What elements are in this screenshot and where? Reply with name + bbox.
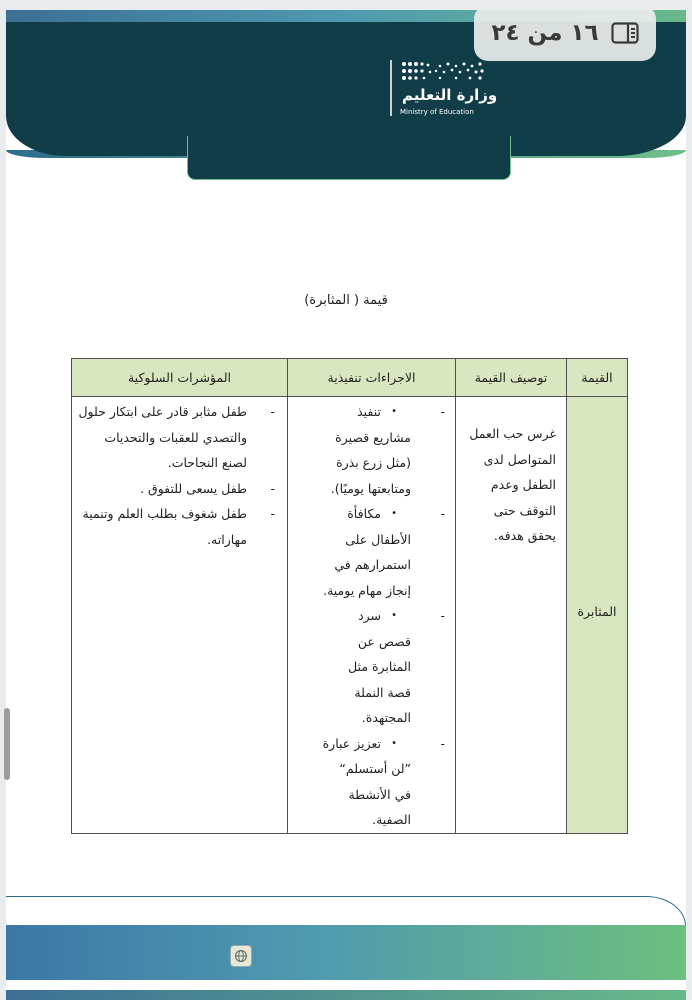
logo-divider (390, 60, 392, 116)
bullet-marker: • (391, 406, 397, 417)
cell-value: المثابرة (567, 397, 628, 834)
dash-marker: - (440, 735, 445, 751)
header-indicators: المؤشرات السلوكية (72, 359, 288, 397)
list-item (76, 399, 281, 476)
header-tab-box (187, 136, 511, 180)
procedure-item (292, 603, 451, 731)
bullet-marker: • (391, 508, 397, 519)
dash-marker: - (270, 506, 275, 521)
document-title: قيمة ( المثابرة) (304, 293, 388, 308)
dash-marker: - (440, 404, 445, 419)
procedure-text: تنفيذ مشاريع قصيرة (مثل زرع بذرة ومتابعتها يوميًا). (330, 404, 411, 496)
header-description: توصيف القيمة (456, 359, 567, 397)
procedure-item (292, 731, 451, 833)
cell-indicators (72, 397, 288, 834)
list-item (76, 476, 281, 502)
next-page-edge (6, 990, 686, 1000)
dash-marker: - (270, 480, 275, 496)
bullet-marker: • (391, 737, 397, 749)
indicator-text: طفل شغوف بطلب العلم وتنمية مهاراته. (82, 506, 247, 547)
globe-icon (230, 945, 252, 967)
logo-dots-icon (400, 60, 486, 82)
procedure-item (292, 501, 451, 603)
page-counter-label: ١٦ من ٢٤ (491, 20, 599, 46)
procedure-text: مكافأة الأطفال على استمرارهم في إنجاز مهام يومية. (323, 506, 411, 598)
header-value: القيمة (567, 359, 628, 397)
page-counter[interactable] (474, 5, 656, 61)
list-item (76, 501, 281, 552)
scrollbar-thumb[interactable] (4, 708, 10, 780)
procedure-text: تعزيز عبارة ”لن أستسلم“ في الأنشطة الصفية. (322, 735, 411, 827)
header-procedures: الاجراءات تنفيذية (288, 359, 456, 397)
indicator-list (76, 399, 281, 552)
dash-marker: - (440, 608, 445, 623)
procedure-item (292, 399, 451, 501)
page-footer (6, 925, 686, 980)
indicator-text: طفل يسعى للتفوق . (140, 480, 247, 496)
table-header-row (72, 359, 628, 397)
bullet-marker: • (391, 610, 397, 621)
table-row (72, 397, 628, 834)
value-table (71, 358, 628, 834)
logo-english-text: Ministry of Education (400, 108, 474, 116)
logo-arabic-text: وزارة التعليم (402, 86, 498, 104)
procedure-text: سرد قصص عن المثابرة مثل قصة النملة المجتهدة. (348, 608, 411, 725)
page-view-icon (611, 22, 639, 44)
indicator-text: طفل مثابر قادر على ابتكار حلول والتصدي للعقبات والتحديات لصنع النجاحات. (78, 404, 247, 470)
cell-description: غرس حب العمل المتواصل لدى الطفل وعدم التوقف حتى يحقق هدفه. (456, 397, 567, 834)
cell-procedures (288, 397, 456, 834)
dash-marker: - (270, 404, 275, 419)
ministry-logo (388, 58, 498, 120)
dash-marker: - (440, 506, 445, 521)
